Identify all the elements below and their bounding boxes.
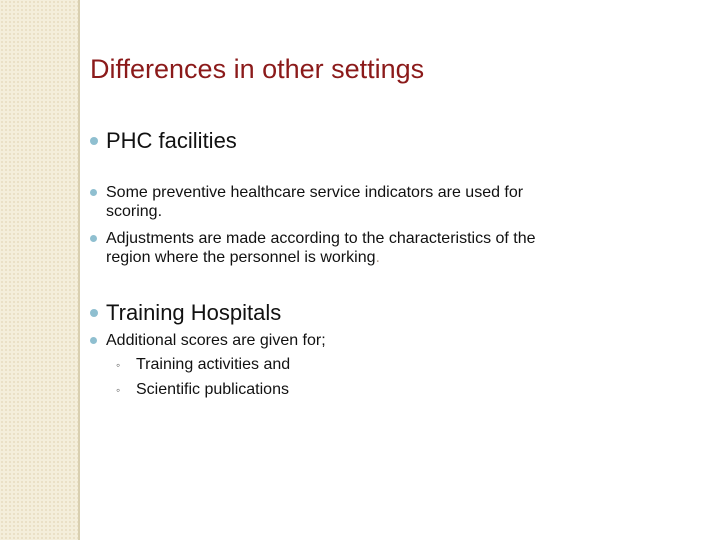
subitem-scientific-publications: Scientific publications bbox=[136, 381, 289, 398]
phc-item-1-line-1: Some preventive healthcare service indicators are used for bbox=[106, 184, 524, 201]
bullet-icon bbox=[90, 309, 98, 317]
sidebar-divider bbox=[78, 0, 80, 540]
training-item-1: Additional scores are given for; bbox=[106, 332, 326, 349]
bullet-icon bbox=[90, 337, 97, 344]
phc-item-2-line-1: Adjustments are made according to the characteristics of the bbox=[106, 230, 536, 247]
bullet-icon bbox=[90, 189, 97, 196]
slide-title: Differences in other settings bbox=[90, 54, 425, 84]
bullet-icon bbox=[90, 137, 98, 145]
section-heading-training: Training Hospitals bbox=[106, 300, 282, 325]
section-heading-phc: PHC facilities bbox=[106, 128, 237, 153]
bullet-icon bbox=[90, 235, 97, 242]
sub-bullet-icon: ◦ bbox=[116, 358, 121, 372]
phc-item-2-line-2 bbox=[106, 248, 380, 267]
subitem-training-activities: Training activities and bbox=[136, 356, 291, 373]
decorative-sidebar bbox=[0, 0, 78, 540]
phc-item-2-line-2-text: region where the personnel is working bbox=[106, 249, 376, 266]
sub-bullet-icon: ◦ bbox=[116, 383, 121, 397]
phc-item-2-line-2-period: . bbox=[375, 249, 380, 266]
phc-item-1-line-2: scoring. bbox=[106, 203, 163, 220]
